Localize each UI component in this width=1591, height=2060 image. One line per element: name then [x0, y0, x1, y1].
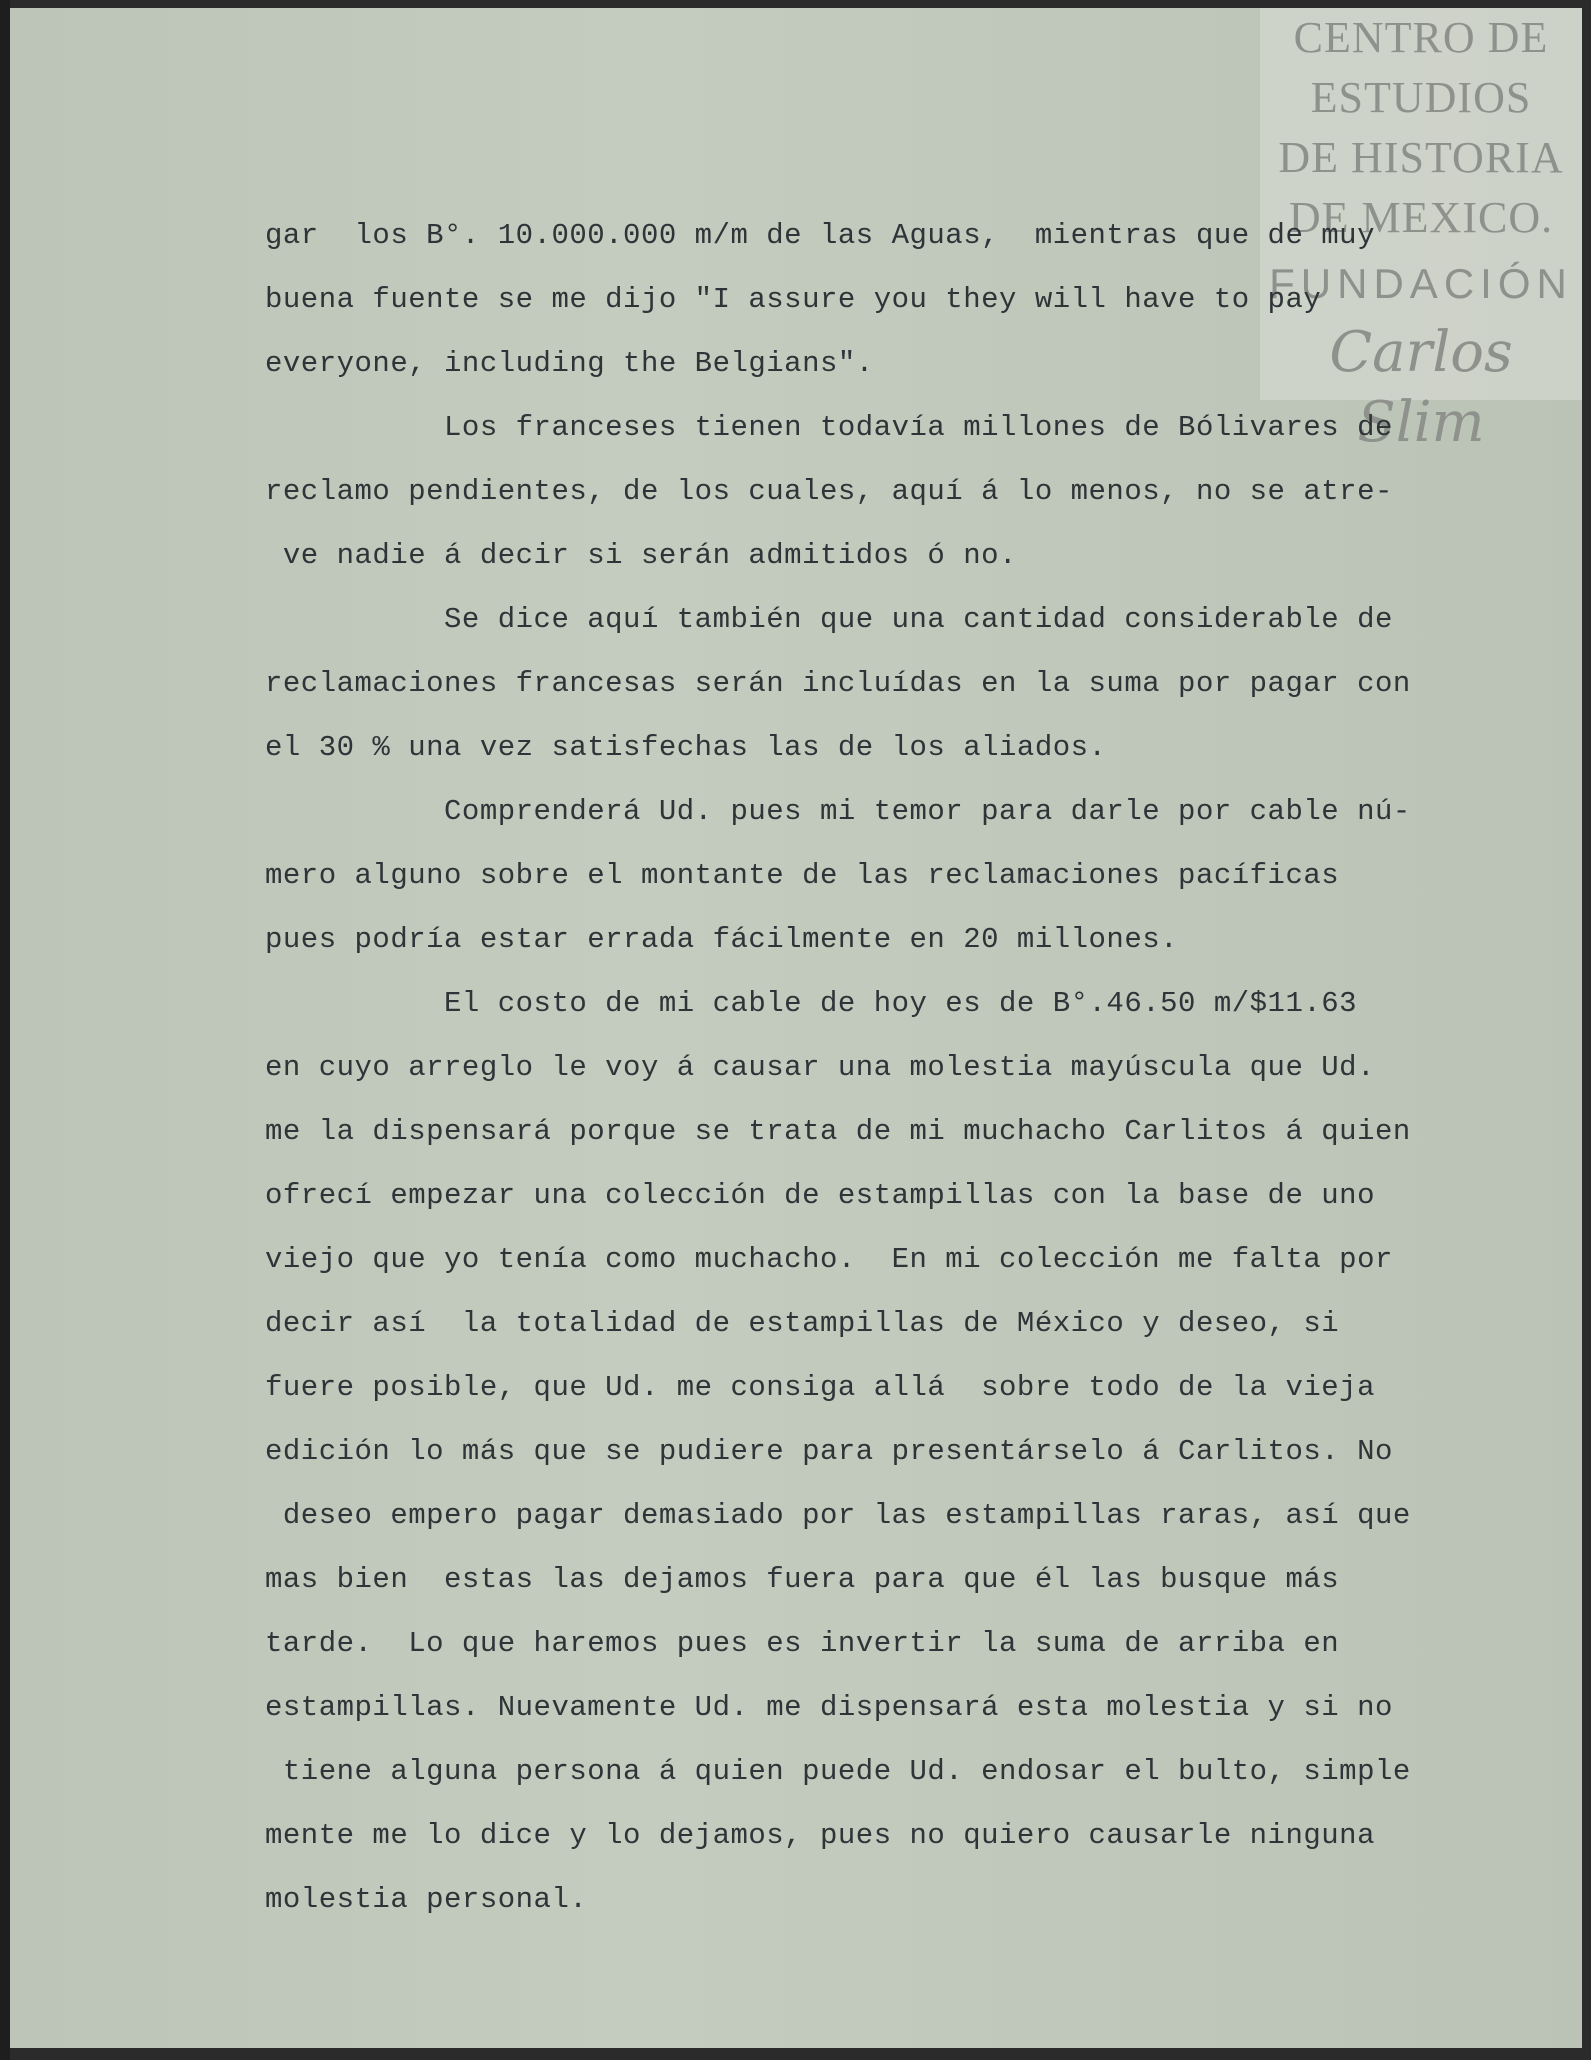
scan-edge [0, 0, 10, 2060]
text-line: tiene alguna persona á quien puede Ud. endosar el bulto, simple [265, 1755, 1411, 1788]
watermark-line: DE MEXICO. [1288, 193, 1554, 242]
watermark-line: DE HISTORIA [1278, 133, 1564, 182]
text-line: decir así la totalidad de estampillas de México y deseo, si [265, 1307, 1340, 1340]
document-page [10, 8, 1582, 2048]
text-line: molestia personal. [265, 1883, 588, 1916]
watermark-fundacion: FUNDACIÓN [1269, 260, 1573, 307]
text-line: viejo que yo tenía como muchacho. En mi colección me falta por [265, 1243, 1393, 1276]
text-line: reclamo pendientes, de los cuales, aquí á lo menos, no se atre- [265, 475, 1393, 508]
text-line: deseo empero pagar demasiado por las estampillas raras, así que [265, 1499, 1411, 1532]
typed-letter-body [265, 204, 1505, 1932]
text-line: ve nadie á decir si serán admitidos ó no. [265, 539, 1017, 572]
text-line: gar los B°. 10.000.000 m/m de las Aguas, mientras que de muy [265, 219, 1375, 252]
text-line: pues podría estar errada fácilmente en 20 millones. [265, 923, 1179, 956]
text-line: mas bien estas las dejamos fuera para que él las busque más [265, 1563, 1340, 1596]
text-line: buena fuente se me dijo "I assure you they will have to pay [265, 283, 1322, 316]
text-line: Los franceses tienen todavía millones de Bólivares de [265, 411, 1393, 444]
text-line: everyone, including the Belgians". [265, 347, 874, 380]
text-line: Se dice aquí también que una cantidad considerable de [265, 603, 1393, 636]
text-line: reclamaciones francesas serán incluídas en la suma por pagar con [265, 667, 1411, 700]
watermark-line: ESTUDIOS [1310, 73, 1532, 122]
text-line: en cuyo arreglo le voy á causar una molestia mayúscula que Ud. [265, 1051, 1375, 1084]
text-line: edición lo más que se pudiere para presentárselo á Carlitos. No [265, 1435, 1393, 1468]
text-line: tarde. Lo que haremos pues es invertir la suma de arriba en [265, 1627, 1340, 1660]
text-line: mero alguno sobre el montante de las reclamaciones pacíficas [265, 859, 1340, 892]
text-line: ofrecí empezar una colección de estampillas con la base de uno [265, 1179, 1375, 1212]
text-line: mente me lo dice y lo dejamos, pues no quiero causarle ninguna [265, 1819, 1375, 1852]
text-line: estampillas. Nuevamente Ud. me dispensará esta molestia y si no [265, 1691, 1393, 1724]
text-line: El costo de mi cable de hoy es de B°.46.50 m/$11.63 [265, 987, 1358, 1020]
watermark-line: CENTRO DE [1293, 13, 1549, 62]
text-line: Comprenderá Ud. pues mi temor para darle por cable nú- [265, 795, 1411, 828]
watermark-signature: Carlos Slim [1329, 320, 1513, 455]
text-line: el 30 % una vez satisfechas las de los aliados. [265, 731, 1107, 764]
text-line: me la dispensará porque se trata de mi muchacho Carlitos á quien [265, 1115, 1411, 1148]
text-line: fuere posible, que Ud. me consiga allá sobre todo de la vieja [265, 1371, 1375, 1404]
